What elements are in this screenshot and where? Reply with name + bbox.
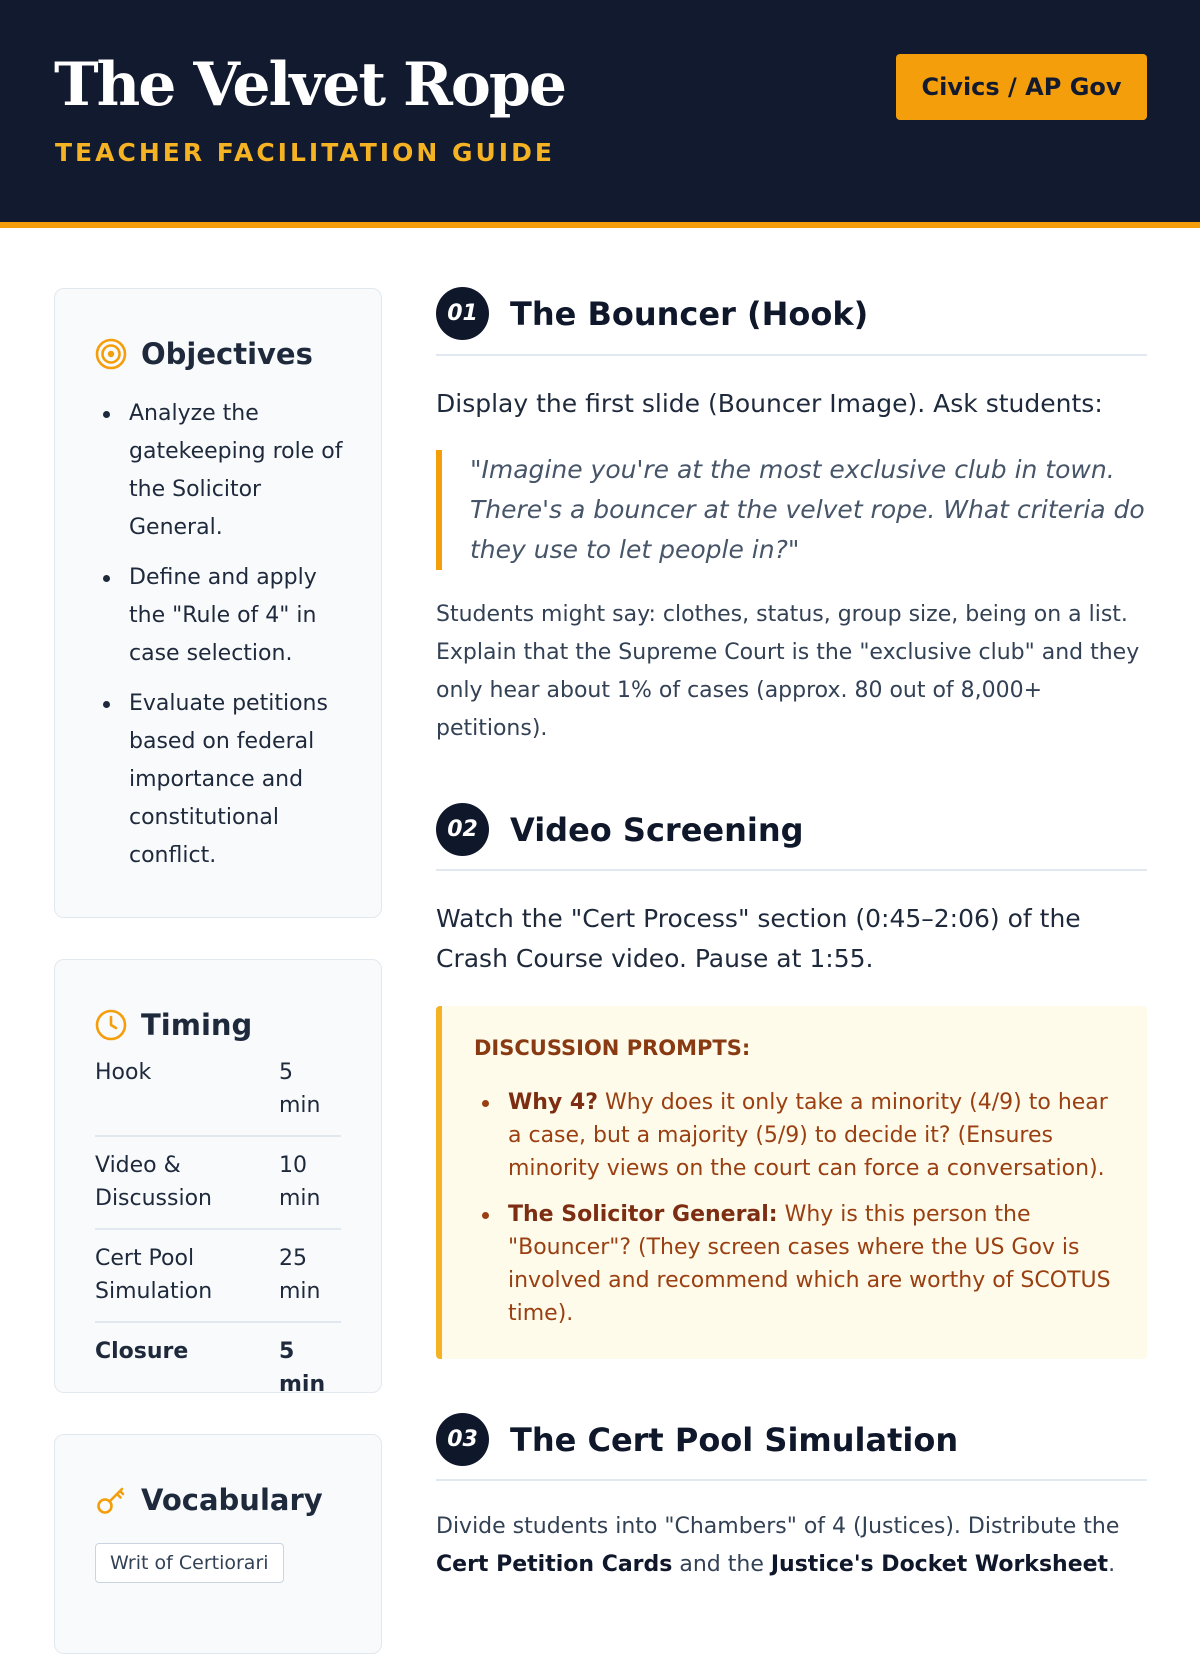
vocab-tag: Writ of Certiorari — [95, 1543, 284, 1583]
intro-text: . — [1108, 1552, 1116, 1577]
vocabulary-card — [54, 1434, 382, 1654]
timing-card — [54, 959, 382, 1397]
step-header — [436, 287, 868, 340]
timing-activity: Cert Pool Simulation — [95, 1246, 213, 1304]
objectives-header — [95, 337, 313, 371]
step-note: Students might say: clothes, status, group size, being on a list. Explain that the Supreme Court is the "exclusive club" and they only hear about 1% of cases (approx. 80 out of 8,000+ petitions). — [436, 602, 1140, 741]
objective-item: Define and apply the "Rule of 4" in case selection. — [103, 559, 343, 673]
step-number-badge: 02 — [436, 803, 489, 856]
timing-activity: Hook — [95, 1060, 152, 1085]
timing-header — [95, 1008, 252, 1042]
objective-item: Analyze the gatekeeping role of the Solicitor General. — [103, 395, 343, 547]
timing-title: Timing — [141, 1008, 253, 1042]
target-icon — [95, 338, 127, 370]
prompt-item — [482, 1198, 1112, 1330]
step-intro — [436, 1508, 1148, 1584]
page-header — [0, 0, 1200, 228]
timing-row — [95, 1230, 341, 1323]
prompt-item — [482, 1086, 1112, 1185]
material-name: Justice's Docket Worksheet — [770, 1552, 1109, 1577]
intro-text: and the — [672, 1552, 771, 1577]
timing-duration: 10 min — [279, 1153, 321, 1211]
step-divider — [436, 354, 1147, 356]
objectives-title: Objectives — [141, 337, 313, 371]
objectives-list — [103, 395, 343, 887]
page-subtitle: TEACHER FACILITATION GUIDE — [55, 138, 555, 167]
discussion-prompts-box — [436, 1006, 1147, 1359]
step-number-badge: 03 — [436, 1413, 489, 1466]
prompt-lead: Why 4? — [508, 1090, 598, 1115]
step-title: Video Screening — [510, 810, 804, 849]
step-header — [436, 1413, 958, 1466]
step-divider — [436, 1479, 1147, 1481]
prompts-list — [482, 1086, 1112, 1343]
step-header — [436, 803, 804, 856]
prompt-lead: The Solicitor General: — [508, 1202, 778, 1227]
hook-quote: "Imagine you're at the most exclusive club in town. There's a bouncer at the velvet rope. What criteria do they use to let people in?" — [436, 450, 1148, 570]
material-name: Cert Petition Cards — [436, 1552, 673, 1577]
step-intro: Display the first slide (Bouncer Image). Ask students: — [436, 389, 1103, 418]
vocabulary-header — [95, 1483, 323, 1517]
prompts-heading: DISCUSSION PROMPTS: — [474, 1036, 751, 1060]
step-divider — [436, 869, 1147, 871]
timing-row — [95, 1137, 341, 1230]
key-icon — [95, 1484, 127, 1516]
timing-activity: Closure — [95, 1339, 189, 1364]
step-title: The Bouncer (Hook) — [510, 294, 869, 333]
intro-text: Divide students into "Chambers" of 4 (Justices). Distribute the — [436, 1514, 1120, 1539]
timing-row — [95, 1044, 341, 1137]
prompt-text: Why is this person the "Bouncer"? (They screen cases where the US Gov is involved and recommend which are worthy of SCOTUS time). — [508, 1202, 1111, 1326]
step-intro: Watch the "Cert Process" section (0:45–2:06) of the Crash Course video. Pause at 1:55. — [436, 904, 1081, 973]
objectives-card — [54, 288, 382, 918]
timing-table — [95, 1044, 341, 1414]
timing-duration: 5 min — [279, 1339, 326, 1397]
timing-activity: Video & Discussion — [95, 1153, 212, 1211]
page-title: The Velvet Rope — [54, 50, 565, 120]
timing-row — [95, 1323, 341, 1414]
step-number-badge: 01 — [436, 287, 489, 340]
clock-icon — [95, 1009, 127, 1041]
timing-duration: 5 min — [279, 1060, 321, 1118]
vocabulary-title: Vocabulary — [141, 1483, 323, 1517]
prompt-text: Why does it only take a minority (4/9) to hear a case, but a majority (5/9) to decide it? (Ensures minority views on the court can force a conversation). — [508, 1090, 1108, 1181]
objective-item: Evaluate petitions based on federal importance and constitutional conflict. — [103, 685, 343, 875]
course-badge: Civics / AP Gov — [896, 54, 1147, 120]
timing-duration: 25 min — [279, 1246, 321, 1304]
step-title: The Cert Pool Simulation — [510, 1420, 959, 1459]
